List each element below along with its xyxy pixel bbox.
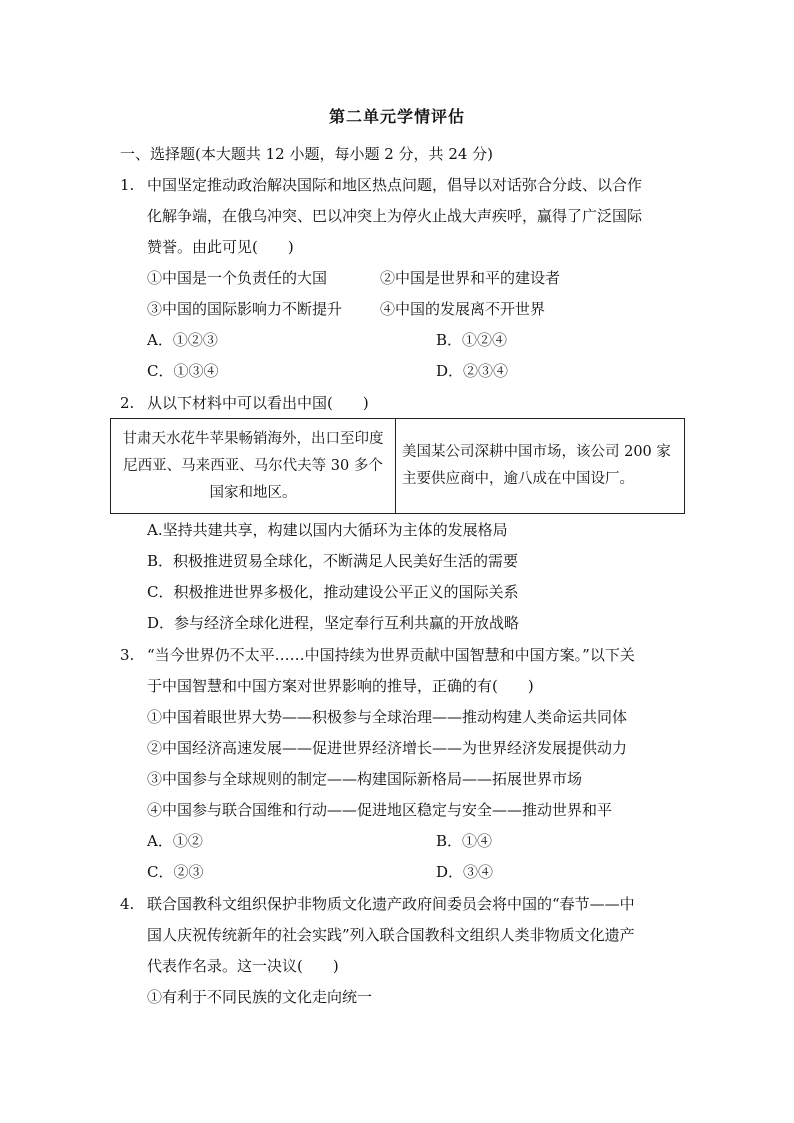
question-1-statement-4: ④中国的发展离不开世界 <box>380 300 546 318</box>
question-4-number: 4. <box>120 895 135 913</box>
question-1-line-1: 中国坚定推动政治解决国际和地区热点问题，倡导以对话弥合分歧、以合作 <box>147 176 643 194</box>
question-2-option-b: B．积极推进贸易全球化，不断满足人民美好生活的需要 <box>147 552 519 570</box>
page-title: 第二单元学情评估 <box>328 107 465 126</box>
question-3-option-c: C．②③ <box>147 863 204 881</box>
question-3-statement-3: ③中国参与全球规则的制定——构建国际新格局——拓展世界市场 <box>147 770 583 788</box>
question-1-statement-2: ②中国是世界和平的建设者 <box>380 269 561 287</box>
material-table <box>110 418 685 514</box>
question-4-statement-1: ①有利于不同民族的文化走向统一 <box>147 988 373 1006</box>
question-4-line-1: 联合国教科文组织保护非物质文化遗产政府间委员会将中国的“春节——中 <box>147 895 635 913</box>
question-1-line-3: 赞誉。由此可见( ) <box>147 238 294 256</box>
question-1-option-c: C．①③④ <box>147 362 219 380</box>
section-heading: 一、选择题(本大题共 12 小题，每小题 2 分，共 24 分) <box>120 145 494 163</box>
question-3-statement-1: ①中国着眼世界大势——积极参与全球治理——推动构建人类命运共同体 <box>147 708 628 726</box>
question-1-line-2: 化解争端，在俄乌冲突、巴以冲突上为停火止战大声疾呼，赢得了广泛国际 <box>147 207 643 225</box>
question-3-line-2: 于中国智慧和中国方案对世界影响的推导，正确的有( ) <box>147 677 534 695</box>
question-4-line-2: 国人庆祝传统新年的社会实践”列入联合国教科文组织人类非物质文化遗产 <box>147 926 635 944</box>
question-2-line-1: 从以下材料中可以看出中国( ) <box>147 394 369 412</box>
question-3-statement-4: ④中国参与联合国维和行动——促进地区稳定与安全——推动世界和平 <box>147 801 613 819</box>
question-3-line-1: “当今世界仍不太平……中国持续为世界贡献中国智慧和中国方案。”以下关 <box>147 646 635 664</box>
question-3-option-b: B．①④ <box>436 832 493 850</box>
question-2-option-a: A.坚持共建共享，构建以国内大循环为主体的发展格局 <box>147 521 508 539</box>
question-3-option-d: D．③④ <box>436 863 494 881</box>
question-1-statement-3: ③中国的国际影响力不断提升 <box>147 300 343 318</box>
question-4-line-3: 代表作名录。这一决议( ) <box>147 957 339 975</box>
question-1-number: 1. <box>120 176 135 194</box>
question-1-option-d: D．②③④ <box>436 362 509 380</box>
question-3-number: 3. <box>120 646 135 664</box>
material-right-cell: 美国某公司深耕中国市场，该公司 200 家主要供应商中，逾八成在中国设厂。 <box>396 419 685 514</box>
question-3-option-a: A．①② <box>147 832 203 850</box>
question-3-statement-2: ②中国经济高速发展——促进世界经济增长——为世界经济发展提供动力 <box>147 739 628 757</box>
material-left-cell: 甘肃天水花牛苹果畅销海外，出口至印度尼西亚、马来西亚、马尔代夫等 30 多个国家和地区。 <box>111 419 396 514</box>
question-2-option-d: D．参与经济全球化进程，坚定奉行互利共赢的开放战略 <box>147 614 520 632</box>
question-1-statement-1: ①中国是一个负责任的大国 <box>147 269 328 287</box>
question-2-number: 2. <box>120 394 135 412</box>
question-1-option-a: A．①②③ <box>147 331 218 349</box>
question-2-option-c: C．积极推进世界多极化，推动建设公平正义的国际关系 <box>147 583 519 601</box>
question-1-option-b: B．①②④ <box>436 331 508 349</box>
